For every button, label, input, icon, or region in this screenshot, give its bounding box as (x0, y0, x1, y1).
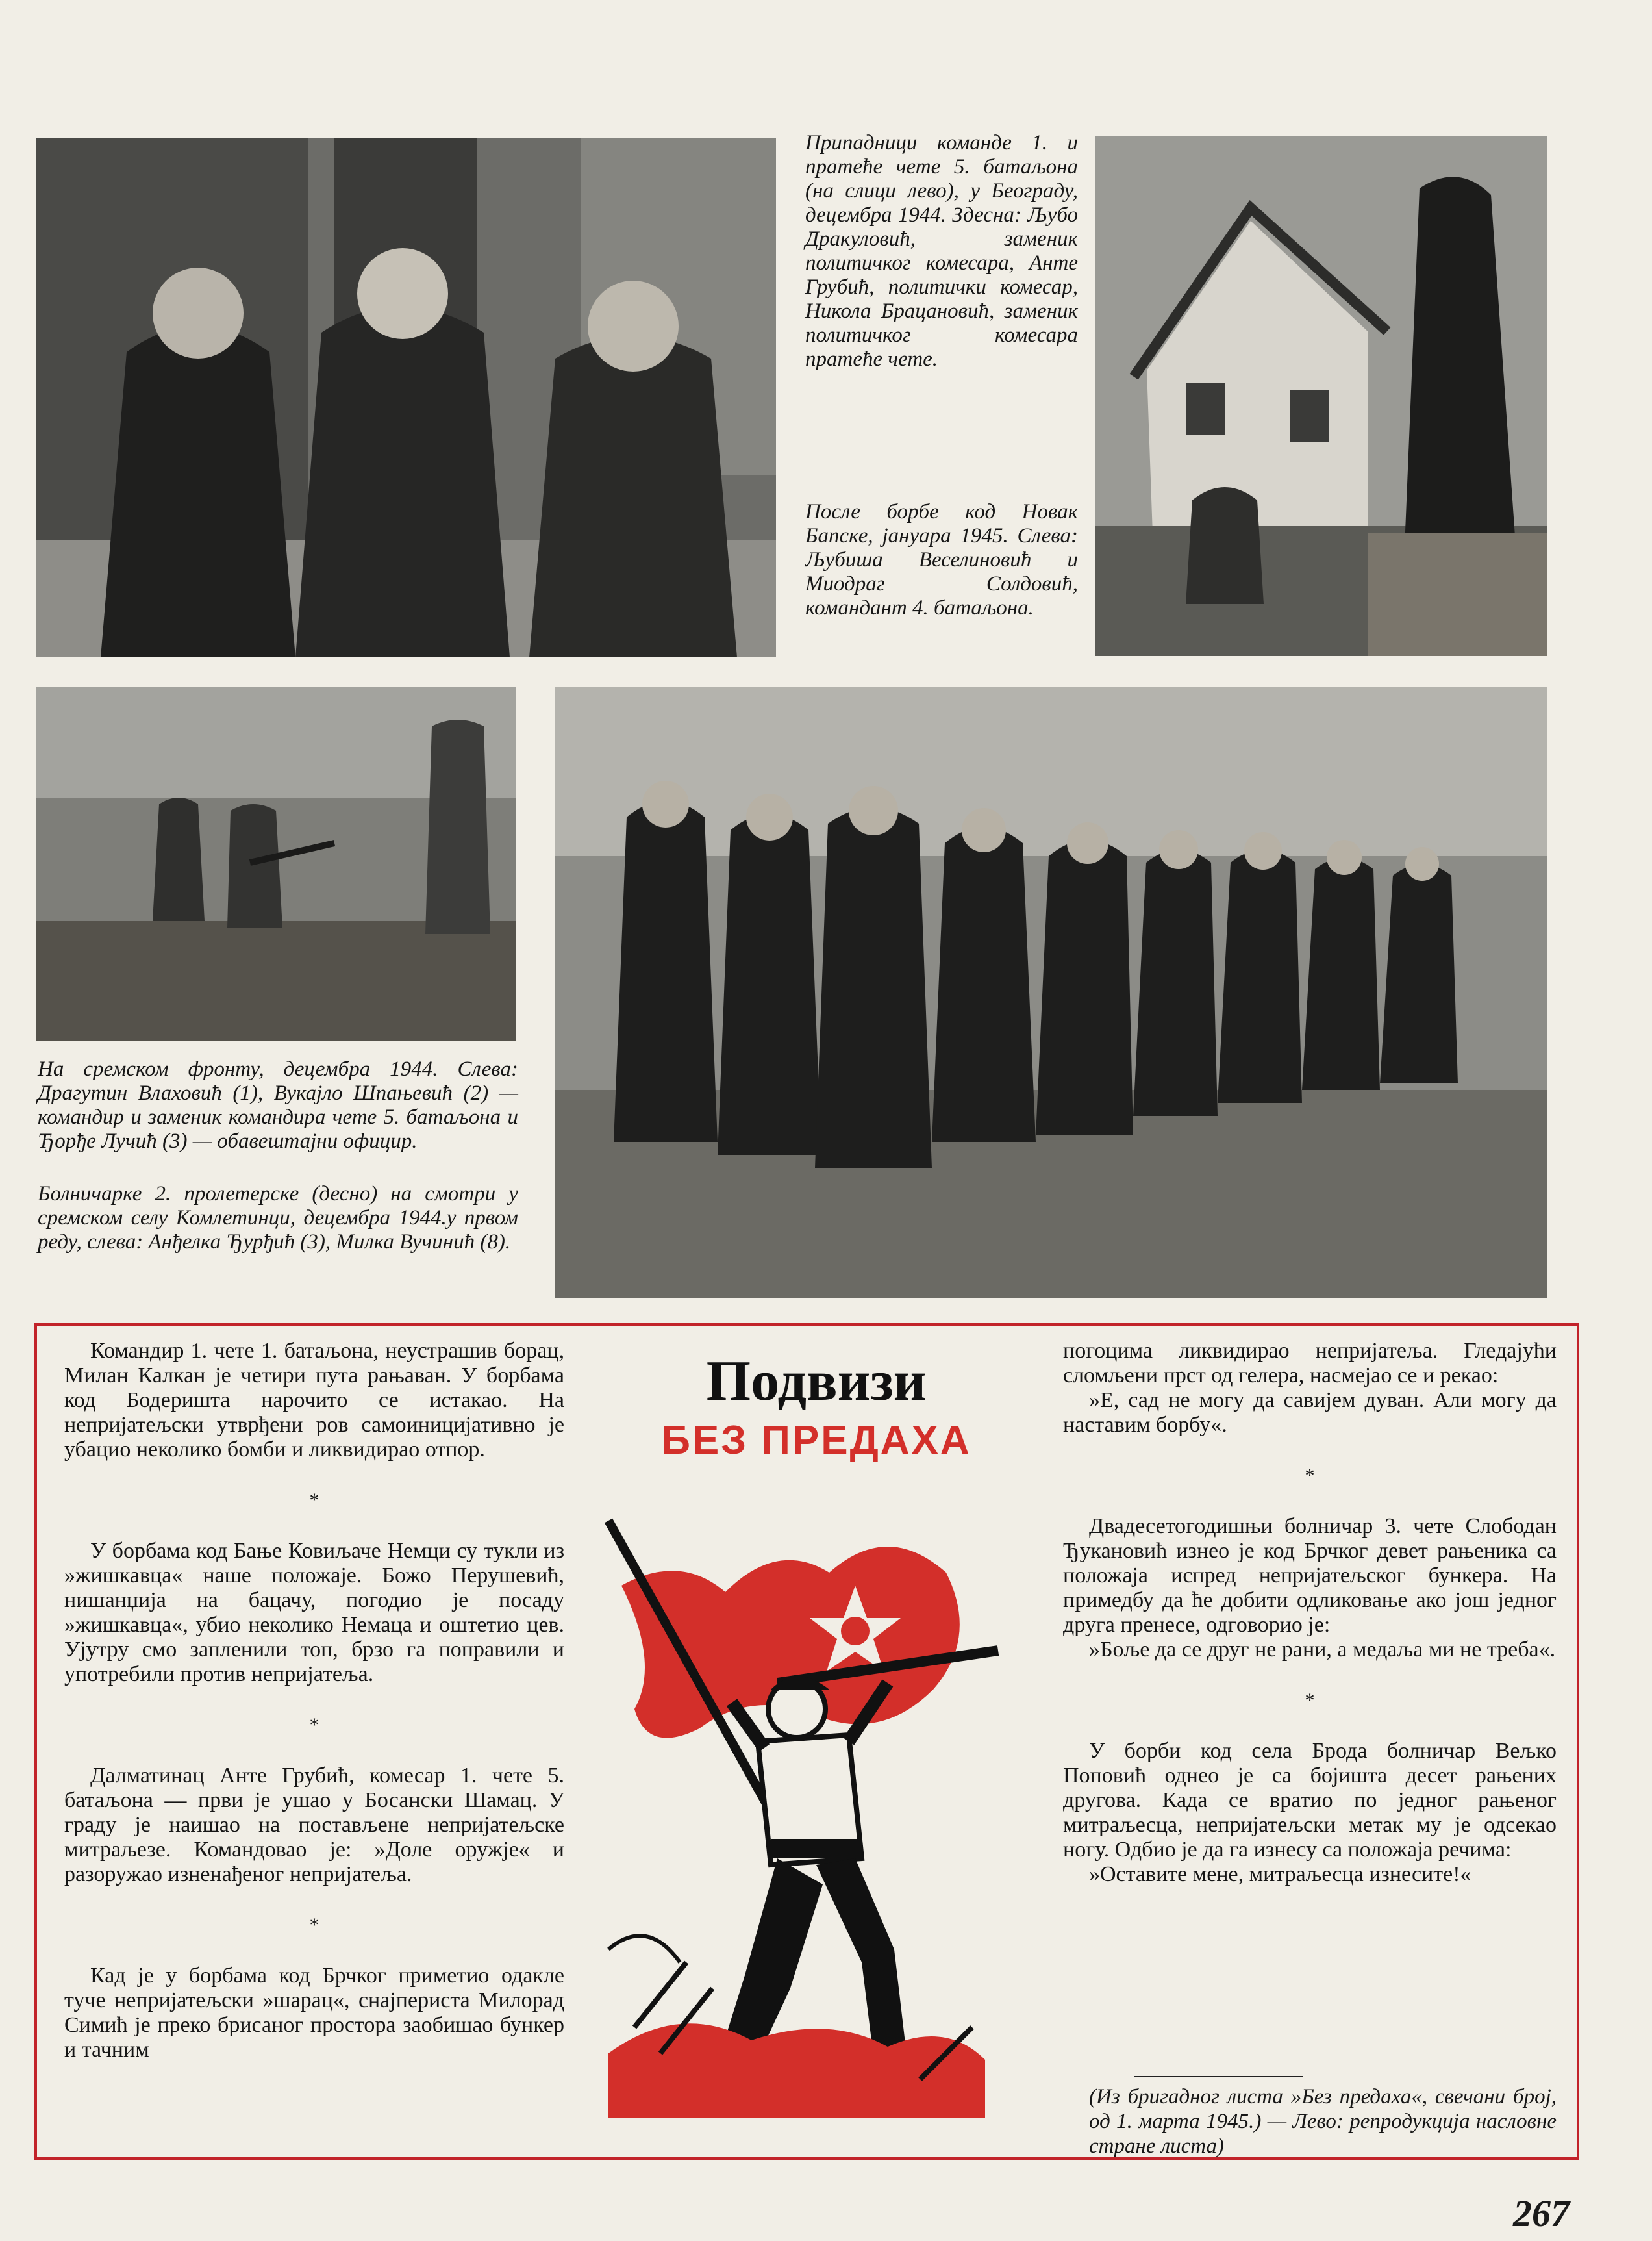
caption-srem-front: На сремском фронту, децембра 1944. Слева: Драгутин Влаховић (1), Вукајло Шпањевић (2) — командир и заменик командира чете 5. батаљона и Ђорђе Лучић (3) — обавештајни официр. (38, 1057, 518, 1153)
feature-left-column (64, 1339, 564, 2062)
feature-center (582, 1326, 1050, 2157)
feature-paragraph: погоцима ликвидирао непријатеља. Гледајући сломљени прст од гелера, насмејао се и рекао: (1063, 1339, 1557, 1387)
feature-paragraph: Двадесетогодишњи болничар 3. чете Слободан Ђукановић изнео је код Брчког девет рањеника са положаја испред непријатељског бункера. На примедбу да ће добити одликовање ако још једног друга пренесе, одговорио је: (1063, 1514, 1557, 1637)
page-number: 267 (1513, 2192, 1570, 2235)
feature-right-column (1063, 1339, 1557, 1887)
separator-star: * (309, 1489, 319, 1511)
separator-star: * (309, 1914, 319, 1936)
caption-novak-bapska: После борбе код Новак Бапске, јануара 1945. Слева: Љубиша Веселиновић и Миодраг Солдовић, командант 4. батаљона. (805, 500, 1078, 620)
feature-title: Подвизи (706, 1350, 927, 1413)
feature-quote: »Боље да се друг не рани, а медаља ми не треба«. (1089, 1638, 1556, 1662)
photo-command-belgrade (36, 138, 776, 657)
feature-paragraph: Командир 1. чете 1. батаљона, неустрашив борац, Милан Калкан је четири пута рањаван. У борбама код Бодеришта нарочито се истакао. На непријатељски утврђени ров самоиницијативно је убацио неколико бомби и ликвидирао отпор. (64, 1339, 564, 1462)
feature-quote: »Оставите мене, митраљесца изнесите!« (1089, 1862, 1471, 1886)
caption-command-belgrade: Припадници команде 1. и пратеће чете 5. батаљона (на слици лево), у Београду, децембра 1944. Здесна: Љубо Дракуловић, заменик политичког комесара, Анте Грубић, политички комесар, Никола Брацановић, заменик политичког комесара пратеће чете. (805, 131, 1078, 371)
photo-nurses-parade (555, 687, 1547, 1298)
separator-star: * (309, 1714, 319, 1736)
poster-illustration (582, 1495, 1050, 2144)
feature-paragraph: У борби код села Брода болничар Вељко Поповић однео је са бојишта десет рањених другова. Када се вратио по једног рањеног митраљесца, непријатељски метак му је одсекао ногу. Одбио је да га изнесу са положаја речима: (1063, 1739, 1557, 1862)
caption-nurses: Болничарке 2. пролетерске (десно) на смотри у сремском селу Комлетинци, децембра 1944.у првом реду, слева: Анђелка Ђурђић (3), Милка Вучинић (8). (38, 1182, 518, 1254)
feature-subtitle: БЕЗ ПРЕДАХА (661, 1418, 971, 1463)
separator-star: * (1305, 1465, 1315, 1486)
feature-quote: »Е, сад не могу да савијем дуван. Али могу да наставим борбу«. (1063, 1388, 1557, 1437)
photo-srem-front (36, 687, 516, 1041)
source-rule (1134, 2076, 1303, 2077)
source-note: (Из бригадног листа »Без предаха«, свечани број, од 1. марта 1945.) — Лево: репродукција насловне стране листа) (1089, 2085, 1557, 2158)
photo-novak-bapska (1095, 136, 1547, 656)
feature-paragraph: У борбама код Бање Ковиљаче Немци су тукли из »жишкавца« наше положаје. Божо Перушевић, нишанџија на бацачу, погодио је посаду »жишкавца«, убио неколико Немаца и оштетио цев. Ујутру смо запленили топ, брзо га поправили и употребили против непријатеља. (64, 1539, 564, 1686)
separator-star: * (1305, 1690, 1315, 1711)
feature-panel (34, 1323, 1579, 2160)
feature-paragraph: Далматинац Анте Грубић, комесар 1. чете 5. батаљона — први је ушао у Босански Шамац. У граду је наишао на постављене непријатељске митраљезе. Командовао је: »Доле оружје« и разоружао изненађеног непријатеља. (64, 1764, 564, 1886)
feature-paragraph: Кад је у борбама код Брчког приметио одакле туче непријатељски »шарац«, снајпериста Милорад Симић је преко брисаног простора заобишао бункер и тачним (64, 1964, 564, 2062)
